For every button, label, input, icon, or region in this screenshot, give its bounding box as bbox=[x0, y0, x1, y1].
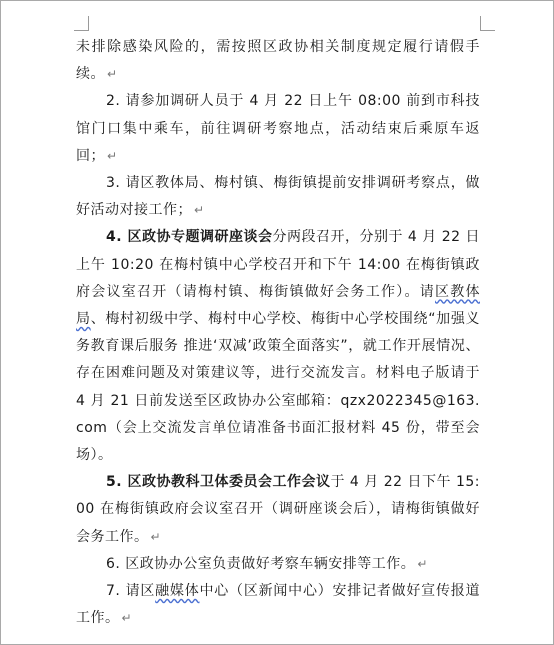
paragraph-item-2 bbox=[76, 88, 480, 170]
paragraph-text: 6. 区政协办公室负责做好考察车辆安排等工作。 bbox=[106, 555, 416, 572]
paragraph-text: 中心（区新闻中心）安排记者做好宣传报道工作。 bbox=[76, 583, 481, 627]
document-body[interactable] bbox=[76, 34, 480, 632]
paragraph-mark-icon: ↵ bbox=[194, 203, 205, 218]
paragraph-text: 分两段召开，分别于 4 月 22 日上午 10:20 在梅村镇中心学校召开和下午 14:00 在梅街镇政府会议室召开（请梅村镇、梅街镇做好会务工作）。请 bbox=[76, 229, 480, 300]
item-number: 4. bbox=[106, 229, 128, 246]
paragraph-mark-icon: ↵ bbox=[417, 556, 428, 571]
paragraph-mark-icon: ↵ bbox=[107, 67, 118, 82]
paragraph-text: 、梅村初级中学、梅村中心学校、梅街中心学校围绕“加强义务教育课后服务 推进‘双减’政策全面落实”，就工作开展情况、存在困难问题及对策建议等，进行交流发言。材料电子版请于 4 月 21 日前发送至区政协办公室邮箱：qzx2022345@163.com（会上交流发言单位请准备书面汇报材料 45 份，带至会场）。 bbox=[76, 311, 480, 464]
spellcheck-underlined-text: 融媒体 bbox=[155, 583, 200, 600]
paragraph-item-4 bbox=[76, 224, 480, 469]
paragraph-leave-request bbox=[76, 34, 480, 88]
paragraph-mark-icon: ↵ bbox=[150, 529, 162, 544]
paragraph-item-5 bbox=[76, 469, 480, 551]
paragraph-mark-icon: ↵ bbox=[107, 148, 118, 163]
paragraph-text: 于 4 月 22 日下午 15:00 在梅街镇政府会议室召开（调研座谈会后），请梅街镇做好会务工作。 bbox=[76, 474, 480, 545]
item-number: 5. bbox=[106, 474, 128, 491]
crop-mark-top-right bbox=[480, 16, 495, 31]
paragraph-item-7 bbox=[76, 578, 480, 632]
paragraph-text: 3. 请区教体局、梅村镇、梅街镇提前安排调研考察点，做好活动对接工作； bbox=[76, 175, 480, 219]
bold-heading-committee-meeting: 区政协教科卫体委员会工作会议 bbox=[127, 474, 331, 491]
crop-mark-top-left bbox=[74, 16, 89, 31]
spellcheck-underlined-text: 区教体局 bbox=[76, 283, 480, 328]
paragraph-text: 2. 请参加调研人员于 4 月 22 日上午 08:00 前到市科技馆门口集中乘车，前往调研考察地点，活动结束后乘原车返回； bbox=[76, 93, 480, 164]
paragraph-mark-icon: ↵ bbox=[121, 611, 133, 626]
paragraph-text: 未排除感染风险的，需按照区政协相关制度规定履行请假手续。 bbox=[76, 39, 480, 83]
paragraph-text: 7. 请区 bbox=[106, 583, 156, 600]
bold-heading-seminar: 区政协专题调研座谈会 bbox=[127, 229, 273, 246]
paragraph-item-3 bbox=[76, 170, 480, 224]
paragraph-item-6 bbox=[76, 551, 480, 578]
